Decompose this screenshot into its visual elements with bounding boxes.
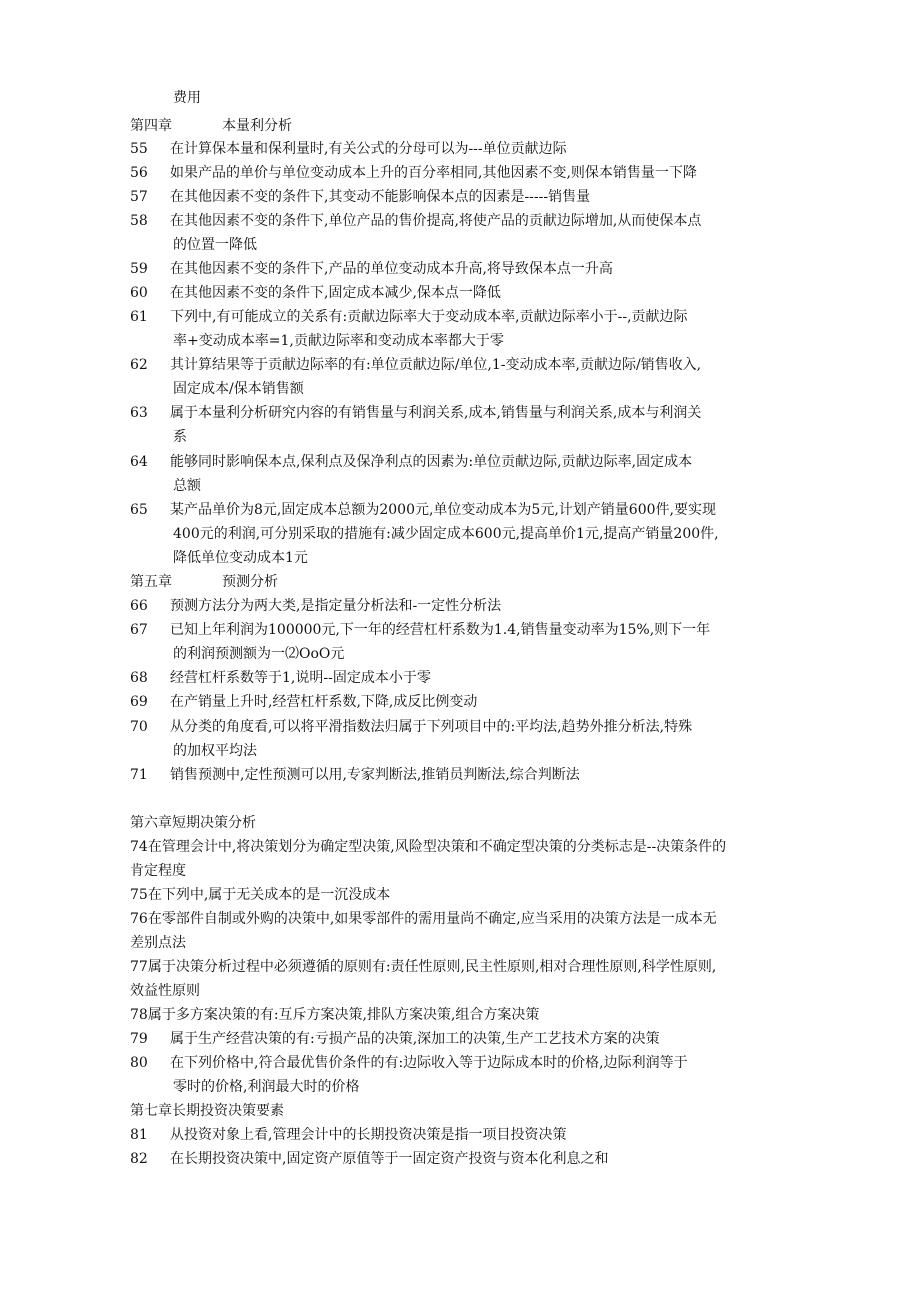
text-line: 68	[130, 670, 148, 686]
text-line: 400元的利润,可分别采取的措施有:减少固定成本600元,提高单价1元,提高产销量200件,	[173, 526, 719, 542]
text-line: 78属于多方案决策的有:互斥方案决策,排队方案决策,组合方案决策	[130, 1007, 540, 1023]
text-line: 在下列价格中,符合最优售价条件的有:边际收入等于边际成本时的价格,边际利润等于	[170, 1055, 688, 1071]
text-line: 本量利分析	[222, 118, 292, 134]
text-line: 80	[130, 1055, 148, 1071]
text-line: 已知上年利润为100000元,下一年的经营杠杆系数为1.4,销售量变动率为15%,则下一年	[170, 622, 711, 638]
text-line: 55	[130, 141, 148, 157]
text-line: 能够同时影响保本点,保利点及保净利点的因素为:单位贡献边际,贡献边际率,固定成本	[170, 454, 693, 470]
text-line: 肯定程度	[130, 863, 186, 879]
text-line: 63	[130, 405, 148, 421]
text-line: 属于生产经营决策的有:亏损产品的决策,深加工的决策,生产工艺技术方案的决策	[170, 1031, 660, 1047]
text-line: 56	[130, 165, 148, 181]
text-line: 62	[130, 357, 148, 373]
text-line: 下列中,有可能成立的关系有:贡献边际率大于变动成本率,贡献边际率小于--,贡献边际	[170, 309, 688, 325]
text-line: 58	[130, 213, 148, 229]
text-line: 的利润预测额为一⑵OoO元	[173, 646, 345, 662]
text-line: 差别点法	[130, 935, 186, 951]
text-line: 预测方法分为两大类,是指定量分析法和-一定性分析法	[170, 598, 502, 614]
text-line: 第七章长期投资决策要素	[130, 1103, 284, 1119]
text-line: 属于本量利分析研究内容的有销售量与利润关系,成本,销售量与利润关系,成本与利润关	[170, 405, 702, 421]
text-line: 59	[130, 261, 148, 277]
text-line: 70	[130, 719, 148, 735]
text-line: 零时的价格,利润最大时的价格	[173, 1079, 360, 1095]
text-line: 57	[130, 189, 148, 205]
text-line: 第五章	[130, 574, 172, 590]
text-line: 率+变动成本率=1,贡献边际率和变动成本率都大于零	[173, 333, 504, 349]
text-line: 71	[130, 767, 148, 783]
text-line: 在产销量上升时,经营杠杆系数,下降,成反比例变动	[170, 694, 478, 710]
text-line: 66	[130, 598, 148, 614]
text-line: 总额	[173, 478, 201, 494]
text-line: 76在零部件自制或外购的决策中,如果零部件的需用量尚不确定,应当采用的决策方法是一成本无	[130, 911, 717, 927]
text-line: 在其他因素不变的条件下,单位产品的售价提高,将使产品的贡献边际增加,从而使保本点	[170, 213, 702, 229]
text-line: 在计算保本量和保利量时,有关公式的分母可以为---单位贡献边际	[170, 141, 567, 157]
text-line: 67	[130, 622, 148, 638]
text-line: 64	[130, 454, 148, 470]
text-line: 77属于决策分析过程中必须遵循的原则有:责任性原则,民主性原则,相对合理性原则,科学性原则,	[130, 959, 717, 975]
text-line: 经营杠杆系数等于1,说明--固定成本小于零	[170, 670, 431, 686]
text-line: 某产品单价为8元,固定成本总额为2000元,单位变动成本为5元,计划产销量600件,要实现	[170, 502, 716, 518]
text-line: 61	[130, 309, 148, 325]
text-line: 在其他因素不变的条件下,其变动不能影响保本点的因素是-----销售量	[170, 189, 591, 205]
text-line: 的加权平均法	[173, 743, 257, 759]
text-line: 79	[130, 1031, 148, 1047]
text-line: 69	[130, 694, 148, 710]
text-line: 82	[130, 1151, 148, 1167]
text-line: 在其他因素不变的条件下,产品的单位变动成本升高,将导致保本点一升高	[170, 261, 613, 277]
text-line: 销售预测中,定性预测可以用,专家判断法,推销员判断法,综合判断法	[170, 767, 580, 783]
text-line: 81	[130, 1127, 148, 1143]
text-line: 预测分析	[222, 574, 278, 590]
text-line: 74在管理会计中,将决策划分为确定型决策,风险型决策和不确定型决策的分类标志是--决策条件的	[130, 839, 727, 855]
text-line: 的位置一降低	[173, 237, 257, 253]
text-line: 从分类的角度看,可以将平滑指数法归属于下列项目中的:平均法,趋势外推分析法,特殊	[170, 719, 693, 735]
text-line: 如果产品的单价与单位变动成本上升的百分率相同,其他因素不变,则保本销售量一下降	[170, 165, 697, 181]
text-line: 系	[173, 429, 187, 445]
text-line: 从投资对象上看,管理会计中的长期投资决策是指一项目投资决策	[170, 1127, 567, 1143]
text-line: 在长期投资决策中,固定资产原值等于一固定资产投资与资本化利息之和	[170, 1151, 609, 1167]
text-line: 固定成本/保本销售额	[173, 381, 304, 397]
text-line: 费用	[173, 90, 201, 106]
text-line: 第六章短期决策分析	[130, 815, 256, 831]
text-line: 在其他因素不变的条件下,固定成本减少,保本点一降低	[170, 285, 501, 301]
text-line: 第四章	[130, 118, 172, 134]
text-line: 降低单位变动成本1元	[173, 550, 308, 566]
text-line: 75在下列中,属于无关成本的是一沉没成本	[130, 887, 391, 903]
text-line: 效益性原则	[130, 983, 200, 999]
text-line: 60	[130, 285, 148, 301]
text-line: 其计算结果等于贡献边际率的有:单位贡献边际/单位,1-变动成本率,贡献边际/销售收入,	[170, 357, 702, 373]
text-line: 65	[130, 502, 148, 518]
